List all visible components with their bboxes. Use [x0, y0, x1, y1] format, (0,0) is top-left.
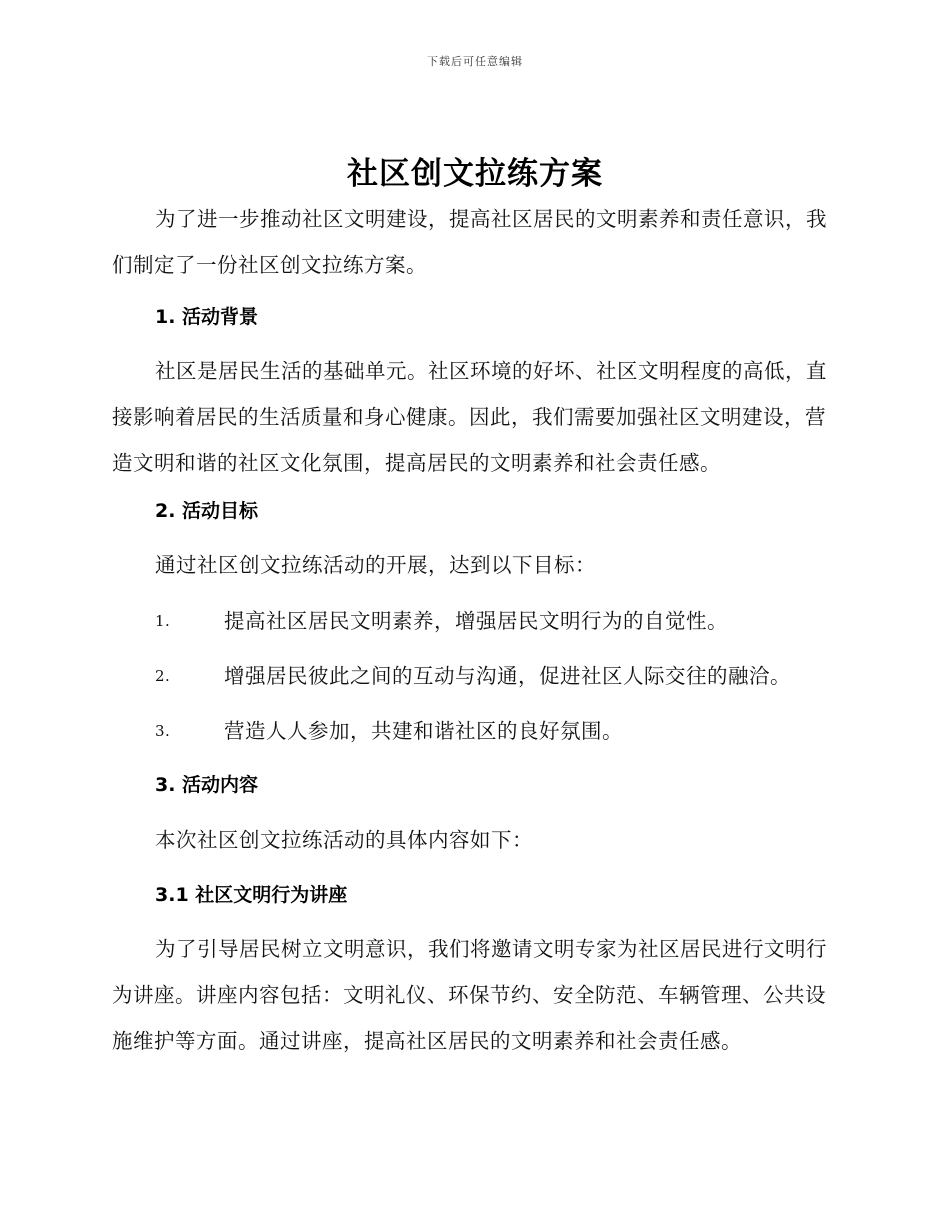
content-lead: 本次社区创文拉练活动的具体内容如下： [155, 828, 533, 852]
sub-heading-lecture: 3.1 社区文明行为讲座 [155, 884, 348, 906]
list-item-number: 1. [155, 612, 171, 630]
list-item [155, 661, 835, 691]
list-item-number: 2. [155, 667, 171, 685]
list-item [155, 606, 835, 636]
list-item [155, 716, 835, 746]
section-heading-background: 1. 活动背景 [155, 306, 259, 328]
section-heading-goals: 2. 活动目标 [155, 500, 259, 522]
list-item-text: 提高社区居民文明素养，增强居民文明行为的自觉性。 [224, 609, 728, 633]
goals-lead: 通过社区创文拉练活动的开展，达到以下目标： [155, 553, 596, 577]
list-item-text: 营造人人参加，共建和谐社区的良好氛围。 [224, 719, 623, 743]
list-item-number: 3. [155, 722, 171, 740]
lecture-paragraph: 为了引导居民树立文明意识，我们将邀请文明专家为社区居民进行文明行为讲座。讲座内容包括：文明礼仪、环保节约、安全防范、车辆管理、公共设施维护等方面。通过讲座，提高社区居民的文明素养和社会责任感。 [112, 937, 827, 1053]
intro-paragraph: 为了进一步推动社区文明建设，提高社区居民的文明素养和责任意识，我们制定了一份社区创文拉练方案。 [112, 207, 827, 277]
header-note: 下载后可任意编辑 [427, 55, 523, 68]
section-heading-content: 3. 活动内容 [155, 774, 259, 796]
page-title: 社区创文拉练方案 [347, 156, 603, 192]
background-paragraph: 社区是居民生活的基础单元。社区环境的好坏、社区文明程度的高低，直接影响着居民的生活质量和身心健康。因此，我们需要加强社区文明建设，营造文明和谐的社区文化氛围，提高居民的文明素养和社会责任感。 [112, 359, 827, 475]
list-item-text: 增强居民彼此之间的互动与沟通，促进社区人际交往的融洽。 [224, 664, 791, 688]
